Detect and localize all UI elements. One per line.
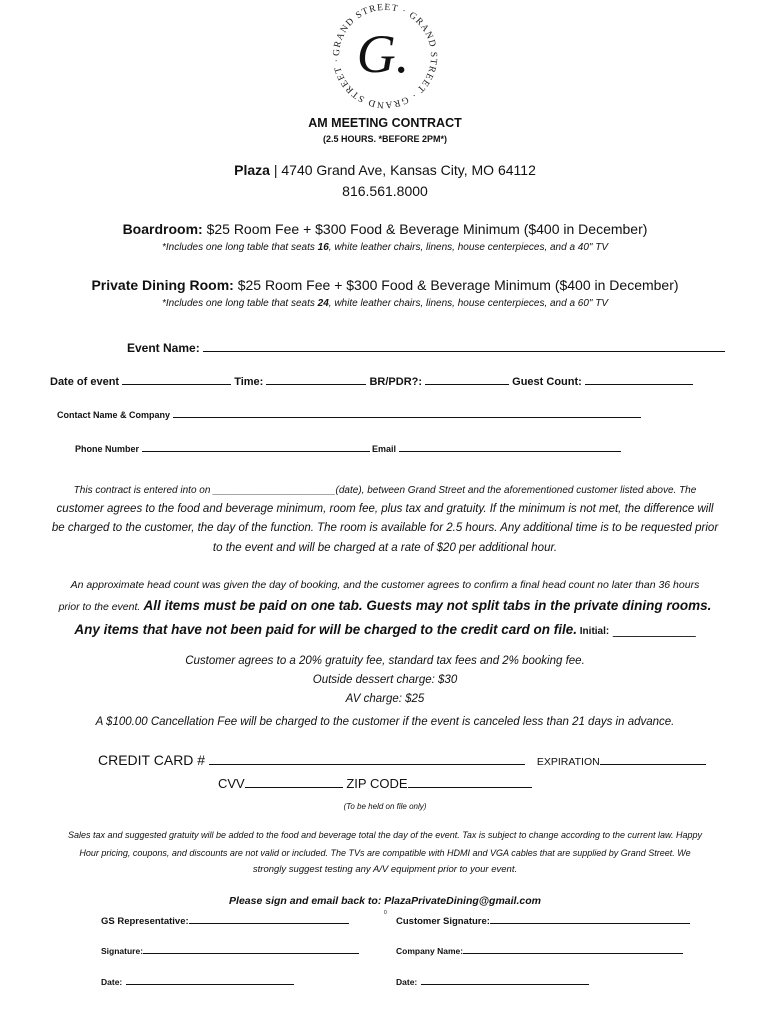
date-right-label: Date:	[396, 977, 418, 987]
guest-count-field[interactable]	[585, 372, 693, 385]
fee-cancellation: A $100.00 Cancellation Fee will be charged to the customer if the event is canceled less than 21 days in advance.	[95, 716, 675, 728]
date-right-field[interactable]	[421, 975, 589, 985]
email-label: Email	[372, 444, 397, 454]
room-note	[0, 298, 770, 309]
location-phone: 816.561.8000	[342, 183, 428, 199]
room-boardroom	[0, 221, 770, 237]
contract-text: An approximate head count was given the day of booking, and the customer agrees to confirm a final head count no later than 36 hours	[70, 579, 700, 591]
page-subtitle: (2.5 HOURS. *BEFORE 2PM*)	[322, 134, 448, 144]
room-name: Private Dining Room:	[91, 277, 234, 293]
gs-rep-field[interactable]	[189, 913, 349, 924]
contact-row	[57, 407, 641, 420]
date-left-label: Date:	[101, 977, 123, 987]
date-left-field[interactable]	[126, 975, 294, 985]
room-note	[0, 242, 770, 253]
location-address: | 4740 Grand Ave, Kansas City, MO 64112	[269, 162, 536, 178]
fee-dessert: Outside dessert charge: $30	[312, 674, 458, 686]
company-label: Company Name:	[396, 946, 464, 956]
phone-number-field[interactable]	[142, 441, 370, 452]
room-pricing: $25 Room Fee + $300 Food & Beverage Minimum ($400 in December)	[202, 221, 648, 237]
fee-gratuity: Customer agrees to a 20% gratuity fee, standard tax fees and 2% booking fee.	[185, 655, 585, 667]
contact-field[interactable]	[173, 407, 641, 418]
cvv-zip-row	[218, 775, 532, 791]
time-field[interactable]	[266, 372, 366, 385]
room-pricing: $25 Room Fee + $300 Food & Beverage Minimum ($400 in December)	[233, 277, 679, 293]
signature-field[interactable]	[143, 944, 359, 954]
disclaimer-text: Hour pricing, coupons, and discounts are not valid or included. The TVs are compatible with HDMI and VGA cables that are supplied by Grand Street. We	[79, 848, 691, 858]
br-pdr-label: BR/PDR?:	[369, 376, 423, 388]
cvv-label: CVV	[218, 776, 245, 791]
tiny-mark: 0	[384, 910, 387, 916]
gs-rep-row	[101, 913, 349, 927]
email-field[interactable]	[399, 441, 621, 452]
room-note-text: , white leather chairs, linens, house centerpieces, and a 60" TV	[328, 298, 609, 309]
initial-field[interactable]: ___________	[609, 622, 696, 637]
date-of-event-label: Date of event	[50, 376, 120, 388]
page-title: AM MEETING CONTRACT	[308, 116, 462, 130]
zip-label: ZIP CODE	[346, 776, 408, 791]
disclaimer-text: strongly suggest testing any A/V equipment prior to your event.	[252, 864, 518, 875]
contract-text: be charged to the customer, the day of the function. The room is available for 2.5 hours. Any additional time is to be requested prior	[51, 522, 719, 534]
logo-ring-text: GRAND STREET · GRAND STREET · GRAND STREET ·	[331, 2, 439, 110]
location-name: Plaza	[234, 162, 270, 178]
zip-field[interactable]	[408, 775, 532, 788]
room-name: Boardroom:	[122, 221, 203, 237]
sign-email-line: Please sign and email back to: PlazaPrivateDining@gmail.com	[229, 895, 541, 907]
time-label: Time:	[234, 376, 264, 388]
event-details-row	[50, 372, 693, 388]
cvv-field[interactable]	[245, 775, 343, 788]
customer-sig-row	[396, 913, 690, 927]
room-private-dining	[0, 277, 770, 293]
guest-count-label: Guest Count:	[512, 376, 582, 388]
company-row	[396, 944, 683, 956]
room-seats: 24	[317, 298, 329, 309]
logo-monogram: G.	[356, 24, 410, 84]
room-note-text: , white leather chairs, linens, house centerpieces, and a 40" TV	[328, 242, 609, 253]
expiration-label: EXPIRATION	[536, 756, 600, 768]
event-name-row	[127, 339, 725, 355]
contract-text-small: prior to the event.	[58, 601, 141, 613]
initial-label: Initial:	[577, 626, 610, 637]
contract-text	[0, 598, 770, 613]
contract-text: This contract is entered into on ______________________(date), between Grand Street and the aforementioned customer listed above. The	[73, 485, 697, 496]
expiration-field[interactable]	[600, 754, 706, 765]
credit-card-field[interactable]	[209, 750, 525, 765]
credit-card-row	[98, 750, 706, 768]
date-right-row	[396, 975, 589, 987]
disclaimer-text: Sales tax and suggested gratuity will be added to the food and beverage total the day of the event. Tax is subject to change according to the current law. Happy	[67, 830, 703, 840]
room-seats: 16	[317, 242, 329, 253]
company-field[interactable]	[463, 944, 683, 954]
location-line	[0, 162, 770, 178]
contact-label: Contact Name & Company	[57, 410, 171, 420]
signature-row	[101, 944, 359, 956]
date-of-event-field[interactable]	[122, 372, 231, 385]
contract-text: to the event and will be charged at a rate of $20 per additional hour.	[212, 542, 558, 554]
phone-email-row	[75, 441, 621, 454]
gs-rep-label: GS Representative:	[101, 916, 189, 927]
fee-av: AV charge: $25	[345, 693, 425, 705]
room-note-text: *Includes one long table that seats	[161, 242, 318, 253]
event-name-label: Event Name:	[127, 341, 200, 355]
date-left-row	[101, 975, 294, 987]
credit-card-label: CREDIT CARD #	[98, 752, 206, 768]
card-held-note: (To be held on file only)	[343, 802, 427, 811]
event-name-field[interactable]	[203, 339, 725, 352]
customer-sig-label: Customer Signature:	[396, 916, 490, 927]
contract-text-bold: Any items that have not been paid for will be charged to the credit card on file.	[74, 622, 577, 637]
contract-text: customer agrees to the food and beverage minimum, room fee, plus tax and gratuity. If the minimum is not met, the difference will	[56, 503, 714, 515]
phone-number-label: Phone Number	[75, 444, 140, 454]
contract-text-bold: All items must be paid on one tab. Guests may not split tabs in the private dining rooms.	[140, 598, 712, 613]
contract-text	[0, 622, 770, 637]
br-pdr-field[interactable]	[425, 372, 509, 385]
grand-street-logo	[325, 0, 445, 112]
signature-label: Signature:	[101, 946, 144, 956]
customer-sig-field[interactable]	[490, 913, 690, 924]
room-note-text: *Includes one long table that seats	[161, 298, 318, 309]
